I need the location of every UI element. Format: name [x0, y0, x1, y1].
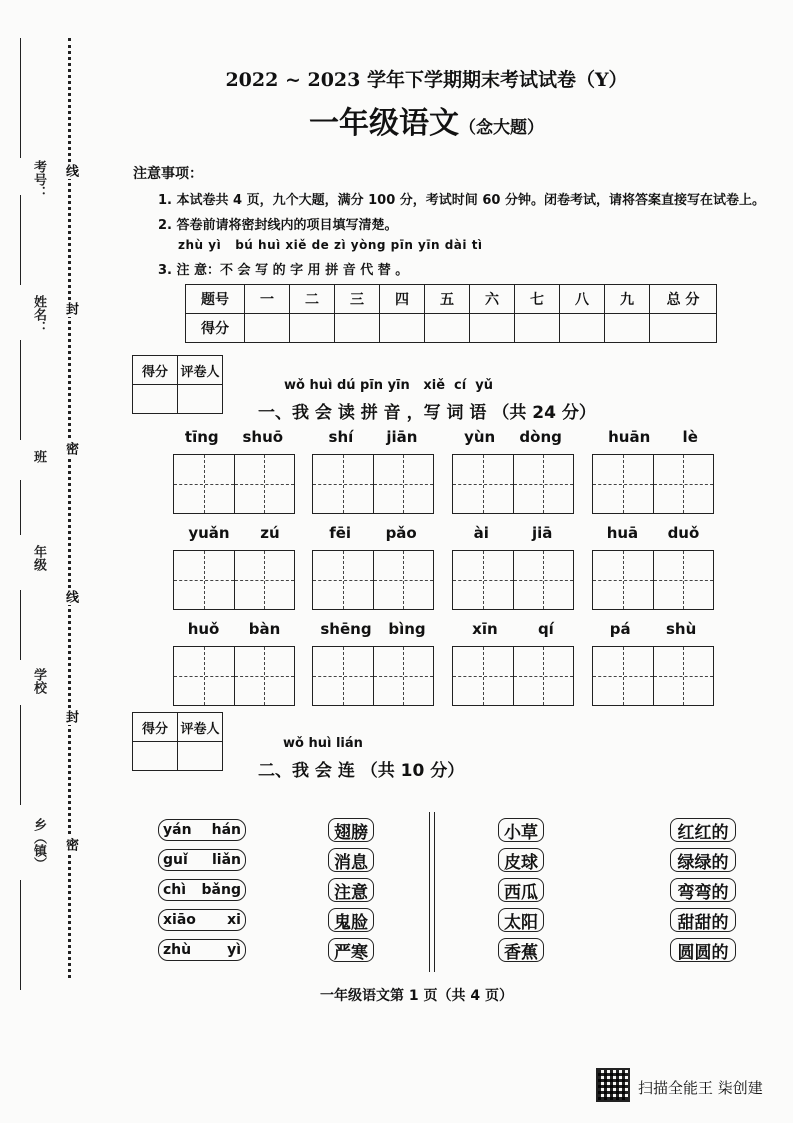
seal-word: 线	[63, 164, 78, 177]
adjective-chip[interactable]: 弯弯的	[670, 878, 736, 902]
syllable: fēi	[329, 524, 352, 542]
syllable: tīng	[184, 428, 219, 446]
score-header-cell: 一	[245, 285, 290, 314]
word-pinyin	[592, 524, 714, 546]
seal-word: 密	[63, 838, 78, 851]
bottom-line	[20, 880, 21, 990]
column-divider	[434, 812, 435, 972]
tianzige-boxes	[312, 550, 434, 610]
score-header-cell: 九	[605, 285, 650, 314]
writing-cell[interactable]	[593, 647, 653, 705]
syllable: shēng	[320, 620, 372, 638]
word-grid	[592, 524, 714, 610]
score-header-cell: 六	[470, 285, 515, 314]
word-chip[interactable]: 鬼脸	[328, 908, 374, 932]
tianzige-boxes	[592, 646, 714, 706]
tianzige-boxes	[452, 646, 574, 706]
writing-cell[interactable]	[513, 647, 574, 705]
tianzige-boxes	[312, 454, 434, 514]
writing-cell[interactable]	[513, 551, 574, 609]
score-header-cell: 七	[515, 285, 560, 314]
writing-cell[interactable]	[653, 647, 714, 705]
syllable: huā	[606, 524, 639, 542]
name-line	[20, 195, 21, 285]
notice-item: 2. 答卷前请将密封线内的项目填写清楚。	[158, 218, 398, 233]
grader-score-cell[interactable]	[133, 385, 178, 414]
syllable: duǒ	[667, 524, 700, 542]
subject-title	[0, 98, 793, 142]
tianzige-boxes	[312, 646, 434, 706]
writing-cell[interactable]	[234, 647, 295, 705]
grader-box-2	[132, 712, 223, 771]
syllable: yùn	[464, 428, 496, 446]
writing-cell[interactable]	[453, 551, 513, 609]
syllable: yán	[163, 822, 192, 838]
section2-heading: 二、我 会 连 （共 10 分）	[258, 761, 465, 781]
grader-reviewer-cell[interactable]	[178, 385, 223, 414]
pinyin-pill[interactable]	[158, 849, 246, 871]
writing-cell[interactable]	[313, 455, 373, 513]
word-grid	[312, 524, 434, 610]
notice-heading: 注意事项：	[133, 166, 203, 182]
section1-pinyin: wǒ huì dú pīn yīn xiě cí yǔ	[284, 378, 494, 393]
word-pinyin	[312, 524, 434, 546]
syllable: liǎn	[211, 852, 241, 868]
seal-word: 封	[63, 302, 78, 315]
score-cell[interactable]	[470, 314, 515, 343]
score-cell[interactable]	[560, 314, 605, 343]
syllable: lè	[682, 428, 698, 446]
tianzige-boxes	[592, 454, 714, 514]
word-grid	[452, 620, 574, 706]
score-cell[interactable]	[650, 314, 717, 343]
word-grid	[592, 428, 714, 514]
class-label: 班	[31, 450, 46, 463]
score-header-cell: 三	[335, 285, 380, 314]
word-grid	[312, 428, 434, 514]
word-pinyin	[592, 620, 714, 642]
subject-note: （念大题）	[459, 118, 544, 138]
school-label: 学校	[31, 668, 46, 694]
writing-cell[interactable]	[373, 647, 434, 705]
writing-cell[interactable]	[653, 455, 714, 513]
word-pinyin	[452, 428, 574, 450]
subject-name: 一年级语文	[309, 106, 459, 141]
exam-title: 2022 ~ 2023 学年下学期期末考试试卷（Y）	[225, 69, 628, 91]
writing-cell[interactable]	[234, 551, 295, 609]
grade-label: 年级	[31, 545, 46, 571]
class-line	[20, 340, 21, 440]
word-chip[interactable]: 严寒	[328, 938, 374, 962]
adjective-chip[interactable]: 圆圆的	[670, 938, 736, 962]
score-cell[interactable]	[380, 314, 425, 343]
score-header-cell: 题号	[186, 285, 245, 314]
grader-score-cell[interactable]	[133, 742, 178, 771]
word-pinyin	[592, 428, 714, 450]
town-label: 乡（镇）	[31, 818, 46, 870]
writing-cell[interactable]	[453, 455, 513, 513]
writing-cell[interactable]	[513, 455, 574, 513]
score-cell[interactable]	[335, 314, 380, 343]
noun-chip[interactable]: 小草	[498, 818, 544, 842]
word-pinyin	[173, 620, 295, 642]
syllable: qí	[537, 620, 554, 638]
syllable: bàn	[248, 620, 281, 638]
writing-cell[interactable]	[234, 455, 295, 513]
noun-chip[interactable]: 皮球	[498, 848, 544, 872]
syllable: xīn	[472, 620, 498, 638]
score-header-cell: 二	[290, 285, 335, 314]
word-grid	[173, 524, 295, 610]
column-divider	[429, 812, 430, 972]
tianzige-boxes	[452, 454, 574, 514]
syllable: bǎng	[201, 882, 241, 898]
score-cell[interactable]	[245, 314, 290, 343]
word-grid	[173, 428, 295, 514]
syllable: guǐ	[163, 852, 188, 868]
tianzige-boxes	[592, 550, 714, 610]
syllable: huān	[608, 428, 651, 446]
grader-reviewer-label: 评卷人	[178, 356, 223, 385]
word-pinyin	[312, 620, 434, 642]
score-row-label: 得分	[186, 314, 245, 343]
word-pinyin	[173, 428, 295, 450]
score-cell[interactable]	[605, 314, 650, 343]
syllable: yì	[227, 942, 241, 958]
word-grid	[592, 620, 714, 706]
syllable: ài	[473, 524, 489, 542]
writing-cell[interactable]	[593, 551, 653, 609]
word-chip[interactable]: 翅膀	[328, 818, 374, 842]
syllable: bìng	[388, 620, 426, 638]
tianzige-boxes	[173, 646, 295, 706]
school-line	[20, 590, 21, 660]
word-grid	[173, 620, 295, 706]
writing-cell[interactable]	[453, 647, 513, 705]
seal-word: 密	[63, 442, 78, 455]
syllable: shuō	[242, 428, 284, 446]
word-grid	[312, 620, 434, 706]
word-grid	[452, 428, 574, 514]
tianzige-boxes	[173, 454, 295, 514]
pinyin-pill[interactable]	[158, 879, 246, 901]
scanner-watermark: 扫描全能王 柒创建	[638, 1079, 763, 1097]
score-header-cell: 四	[380, 285, 425, 314]
grader-reviewer-label: 评卷人	[178, 713, 223, 742]
writing-cell[interactable]	[373, 551, 434, 609]
writing-cell[interactable]	[174, 647, 234, 705]
syllable: hán	[211, 822, 241, 838]
syllable: huǒ	[187, 620, 220, 638]
pinyin-pill[interactable]	[158, 909, 246, 931]
syllable: yuǎn	[188, 524, 230, 542]
name-label: 姓名：	[31, 295, 46, 334]
syllable: pǎo	[385, 524, 417, 542]
word-pinyin	[452, 620, 574, 642]
section1-heading: 一、我 会 读 拼 音 ，写 词 语 （共 24 分）	[258, 403, 596, 423]
pinyin-pill[interactable]	[158, 939, 246, 961]
writing-cell[interactable]	[593, 455, 653, 513]
syllable: shí	[328, 428, 354, 446]
noun-chip[interactable]: 西瓜	[498, 878, 544, 902]
word-pinyin	[452, 524, 574, 546]
seal-word: 线	[63, 590, 78, 603]
score-cell[interactable]	[290, 314, 335, 343]
town-line	[20, 705, 21, 805]
tianzige-boxes	[452, 550, 574, 610]
score-header-cell: 五	[425, 285, 470, 314]
word-chip[interactable]: 消息	[328, 848, 374, 872]
writing-cell[interactable]	[174, 455, 234, 513]
score-cell[interactable]	[515, 314, 560, 343]
writing-cell[interactable]	[373, 455, 434, 513]
syllable: xi	[227, 912, 241, 928]
page-footer: 一年级语文第 1 页（共 4 页）	[320, 988, 513, 1004]
score-table	[185, 284, 717, 343]
seal-word: 封	[63, 710, 78, 723]
notice-item: 1. 本试卷共 4 页，九个大题，满分 100 分，考试时间 60 分钟。闭卷考试，请将答案直接写在试卷上。	[158, 193, 765, 208]
writing-cell[interactable]	[174, 551, 234, 609]
adjective-chip[interactable]: 甜甜的	[670, 908, 736, 932]
word-chip[interactable]: 注意	[328, 878, 374, 902]
writing-cell[interactable]	[313, 551, 373, 609]
adjective-chip[interactable]: 绿绿的	[670, 848, 736, 872]
score-header-cell: 八	[560, 285, 605, 314]
pinyin-pill[interactable]	[158, 819, 246, 841]
notice-item: 3. 注 意：不 会 写 的 字 用 拼 音 代 替 。	[158, 263, 409, 278]
word-grid	[452, 524, 574, 610]
tianzige-boxes	[173, 550, 295, 610]
grader-score-label: 得分	[133, 713, 178, 742]
syllable: dòng	[519, 428, 562, 446]
syllable: zhù	[163, 942, 192, 958]
noun-chip[interactable]: 太阳	[498, 908, 544, 932]
syllable: zú	[260, 524, 280, 542]
qr-code-icon	[596, 1068, 630, 1102]
grader-box-1	[132, 355, 223, 414]
section2-pinyin: wǒ huì lián	[283, 736, 363, 751]
syllable: jiān	[386, 428, 418, 446]
score-header-cell: 总 分	[650, 285, 717, 314]
exam-no-label: 考号：	[31, 160, 46, 199]
notice-pinyin: zhù yì bú huì xiě de zì yòng pīn yīn dài tì	[178, 238, 483, 252]
grader-score-label: 得分	[133, 356, 178, 385]
score-cell[interactable]	[425, 314, 470, 343]
word-pinyin	[312, 428, 434, 450]
syllable: xiāo	[163, 912, 196, 928]
syllable: pá	[609, 620, 631, 638]
adjective-chip[interactable]: 红红的	[670, 818, 736, 842]
syllable: jiā	[532, 524, 553, 542]
syllable: shù	[665, 620, 697, 638]
syllable: chì	[163, 882, 187, 898]
grader-reviewer-cell[interactable]	[178, 742, 223, 771]
writing-cell[interactable]	[653, 551, 714, 609]
noun-chip[interactable]: 香蕉	[498, 938, 544, 962]
grade-line	[20, 480, 21, 535]
word-pinyin	[173, 524, 295, 546]
writing-cell[interactable]	[313, 647, 373, 705]
